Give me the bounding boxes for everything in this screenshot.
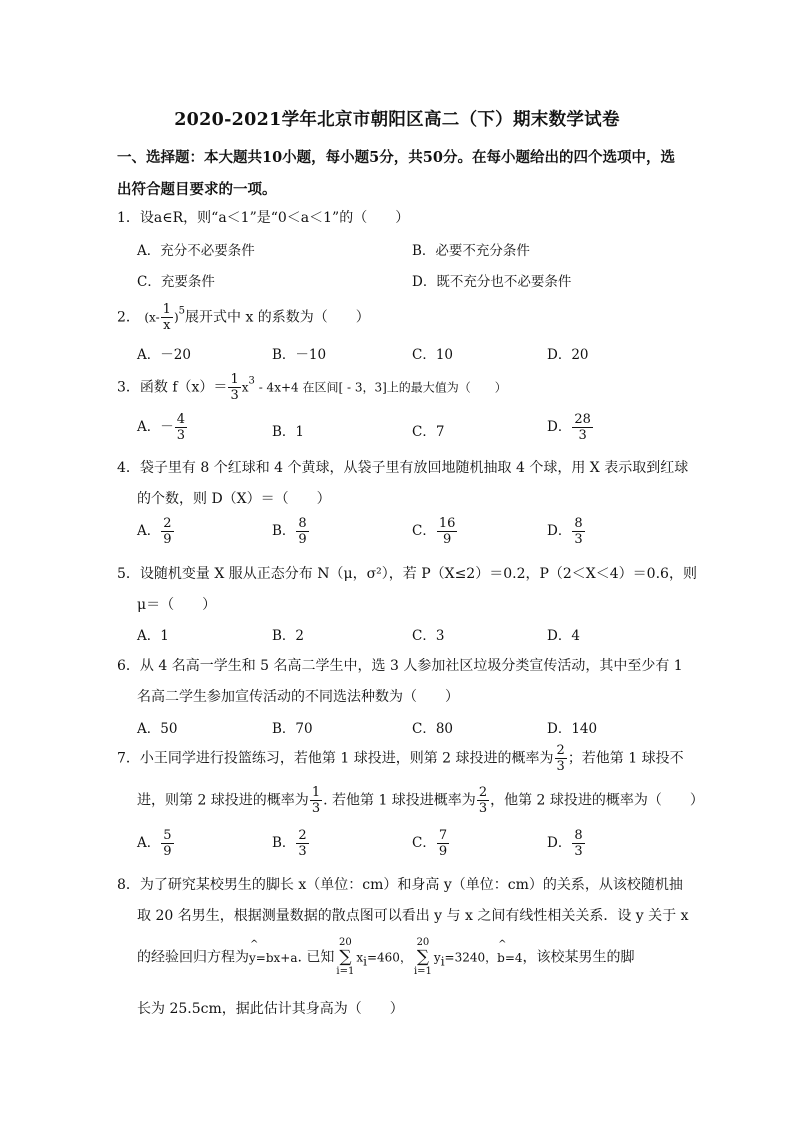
- page-title: 2020-2021学年北京市朝阳区高二（下）期末数学试卷: [174, 110, 620, 130]
- question-6-line1: 6．从 4 名高一学生和 5 名高二学生中，选 3 人参加社区垃圾分类宣传活动，其中至少有 1: [117, 658, 683, 674]
- q3-a-den: 3: [176, 428, 186, 443]
- q6-option-d: D．140: [547, 721, 598, 737]
- q7-l2-den1: 3: [311, 801, 321, 816]
- q7-l1-fraction: [555, 743, 567, 774]
- q7-l1-den: 3: [556, 759, 565, 774]
- q2-number: 2．: [117, 309, 140, 326]
- q2-fraction: [161, 302, 173, 333]
- question-8-line1: 8．为了研究某校男生的脚长 x（单位：cm）和身高 y（单位：cm）的关系，从该校随机抽: [117, 877, 683, 893]
- q2-paren-close: ): [173, 310, 179, 325]
- q4-c-den: 9: [442, 532, 452, 547]
- q3-a-label: A．: [137, 419, 161, 435]
- q3-rest: - 4x+4 在区间[ - 3，3]上的最大值为（ ）: [254, 380, 507, 395]
- q7-d-den: 3: [574, 844, 583, 859]
- q8-sum2-bottom: i=1: [413, 966, 432, 977]
- q3-a-fraction: [175, 412, 187, 443]
- q7-l2-fraction1: [310, 785, 322, 816]
- q7-l2-den2: 3: [478, 801, 488, 816]
- section-header-line2: 出符合题目要求的一项。: [117, 181, 277, 198]
- q5-option-b: B．2: [272, 628, 305, 644]
- q3-exponent: 3: [248, 375, 255, 387]
- question-5-line2: μ＝（ ）: [137, 597, 217, 613]
- q5-option-a: A．1: [137, 628, 169, 644]
- q5-option-d: D．4: [547, 628, 580, 644]
- q7-l2-num1: 1: [311, 785, 321, 800]
- q7-option-c: [412, 828, 450, 859]
- q1-option-d: D．既不充分也不必要条件: [412, 274, 572, 290]
- q7-l2-num2: 2: [478, 785, 488, 800]
- q3-d-label: D．: [547, 419, 572, 435]
- q3-a-num: 4: [176, 412, 186, 427]
- q7-b-fraction: [296, 828, 308, 859]
- q7-option-d: [547, 828, 586, 859]
- q8-sum1-value: =460，: [366, 950, 412, 965]
- q7-d-label: D．: [547, 835, 572, 851]
- q8-l3-prefix: 的经验回归方程为: [137, 949, 249, 966]
- q4-c-fraction: [437, 516, 458, 547]
- q1-option-a: A．充分不必要条件: [137, 243, 255, 259]
- q7-c-num: 7: [438, 828, 448, 843]
- q8-slope-value: ^ b=4: [497, 951, 522, 965]
- q3-fraction: [228, 372, 240, 403]
- q2-exponent: 5: [178, 305, 186, 317]
- q4-d-den: 3: [574, 532, 583, 547]
- q7-l1-suffix: ；若他第 1 球投不: [567, 750, 684, 767]
- q8-sum2-term: y: [433, 950, 441, 965]
- q7-c-label: C．: [412, 835, 436, 851]
- question-2-stem: [117, 302, 370, 333]
- q2-option-c: C．10: [412, 347, 454, 363]
- q3-frac-den: 3: [230, 388, 239, 403]
- q3-x: x: [241, 380, 249, 395]
- q8-sum1-sigma: ∑: [339, 947, 352, 967]
- q4-b-fraction: [296, 516, 308, 547]
- q7-b-den: 3: [298, 844, 307, 859]
- q2-option-b: B．－10: [272, 347, 327, 363]
- question-4-line2: 的个数，则 D（X）＝（ ）: [137, 491, 331, 507]
- q3-d-den: 3: [578, 428, 587, 443]
- q3-option-c: C．7: [412, 424, 445, 440]
- q8-sum2-sigma: ∑: [416, 947, 429, 967]
- question-8-line3: [137, 937, 635, 978]
- q7-d-num: 8: [574, 828, 583, 843]
- q6-option-a: A．50: [137, 721, 178, 737]
- q4-b-den: 9: [298, 532, 307, 547]
- section-header-line1: 一、选择题：本大题共10小题，每小题5分，共50分。在每小题给出的四个选项中，选: [117, 149, 675, 166]
- q8-l3-middle: . 已知: [297, 949, 335, 966]
- q6-option-b: B．70: [272, 721, 313, 737]
- q2-option-a: A．－20: [137, 347, 191, 363]
- q8-sum1-top: 20: [339, 937, 352, 948]
- q7-a-den: 9: [163, 844, 172, 859]
- q2-frac-den: x: [163, 318, 171, 333]
- q5-option-c: C．3: [412, 628, 445, 644]
- q2-option-d: D．20: [547, 347, 589, 363]
- q7-l1-prefix: 7．小王同学进行投篮练习，若他第 1 球投进，则第 2 球投进的概率为: [117, 750, 554, 767]
- q7-l1-num: 2: [556, 743, 565, 758]
- q3-option-a: [137, 412, 188, 443]
- q7-l2-middle: . 若他第 1 球投进概率为: [323, 792, 476, 809]
- q7-l2-fraction2: [477, 785, 489, 816]
- q4-a-label: A．: [137, 523, 161, 539]
- q7-d-fraction: [572, 828, 584, 859]
- q4-a-num: 2: [163, 516, 172, 531]
- q3-option-b: B．1: [272, 424, 305, 440]
- q4-option-c: [412, 516, 458, 547]
- q4-d-label: D．: [547, 523, 572, 539]
- question-1-stem: 1．设a∈R，则“a＜1”是“0＜a＜1”的（ ）: [117, 210, 410, 226]
- q3-d-num: 28: [574, 412, 591, 427]
- question-5-line1: 5．设随机变量 X 服从正态分布 N（μ，σ²），若 P（X≤2）＝0.2，P（2＜X＜4）＝0.6，则: [117, 566, 697, 582]
- q8-sum2-sub: i: [440, 954, 445, 969]
- q2-rest: 展开式中 x 的系数为（ ）: [185, 309, 370, 326]
- q8-sum1-bottom: i=1: [336, 966, 355, 977]
- question-6-line2: 名高二学生参加宣传活动的不同选法种数为（ ）: [137, 689, 459, 705]
- q7-a-fraction: [161, 828, 173, 859]
- q7-l2-prefix: 进，则第 2 球投进的概率为: [137, 792, 309, 809]
- q6-option-c: C．80: [412, 721, 454, 737]
- q1-option-b: B．必要不充分条件: [412, 243, 530, 259]
- q7-a-label: A．: [137, 835, 161, 851]
- q8-regression-equation: ^ y=bx+a: [249, 951, 298, 965]
- q7-c-fraction: [437, 828, 449, 859]
- q7-option-a: [137, 828, 175, 859]
- q3-prefix: 3．函数 f（x）＝: [117, 379, 228, 396]
- q4-a-fraction: [161, 516, 173, 547]
- q7-c-den: 9: [438, 844, 448, 859]
- q8-sum1-sub: i: [363, 954, 367, 969]
- q8-sum2-symbol: [414, 937, 432, 978]
- q4-option-d: [547, 516, 586, 547]
- q4-option-a: [137, 516, 175, 547]
- q4-d-num: 8: [574, 516, 583, 531]
- q4-option-b: [272, 516, 310, 547]
- q3-a-sign: －: [160, 419, 174, 435]
- q3-frac-num: 1: [230, 372, 239, 387]
- q8-l3-suffix: ，该校某男生的脚: [522, 949, 635, 966]
- q7-a-num: 5: [163, 828, 172, 843]
- question-7-line2: [137, 785, 704, 816]
- q4-b-label: B．: [272, 523, 296, 539]
- question-3-stem: [117, 372, 507, 403]
- q8-sum2-value: =3240，: [444, 950, 498, 965]
- q4-c-label: C．: [412, 523, 436, 539]
- question-4-line1: 4．袋子里有 8 个红球和 4 个黄球，从袋子里有放回地随机抽取 4 个球，用 X 表示取到红球: [117, 460, 689, 476]
- q3-option-d: [547, 412, 594, 443]
- q2-frac-num: 1: [162, 302, 171, 317]
- q8-sum1-symbol: [336, 937, 354, 978]
- q2-paren-open: (x-: [144, 310, 160, 325]
- q3-d-fraction: [572, 412, 593, 443]
- q4-c-num: 16: [438, 516, 456, 531]
- q4-b-num: 8: [298, 516, 307, 531]
- q7-b-num: 2: [298, 828, 307, 843]
- q8-sum2-top: 20: [416, 937, 430, 948]
- q7-b-label: B．: [272, 835, 296, 851]
- question-8-line4: 长为 25.5cm，据此估计其身高为（ ）: [137, 1001, 404, 1017]
- q4-d-fraction: [572, 516, 584, 547]
- q7-option-b: [272, 828, 310, 859]
- q1-option-c: C．充要条件: [137, 274, 215, 290]
- q4-a-den: 9: [163, 532, 172, 547]
- question-7-line1: [117, 743, 684, 774]
- question-8-line2: 取 20 名男生，根据测量数据的散点图可以看出 y 与 x 之间有线性相关关系．设 y 关于 x: [137, 908, 689, 924]
- q7-l2-suffix: ，他第 2 球投进的概率为（ ）: [490, 792, 704, 809]
- q8-sum1-term: x: [356, 950, 364, 965]
